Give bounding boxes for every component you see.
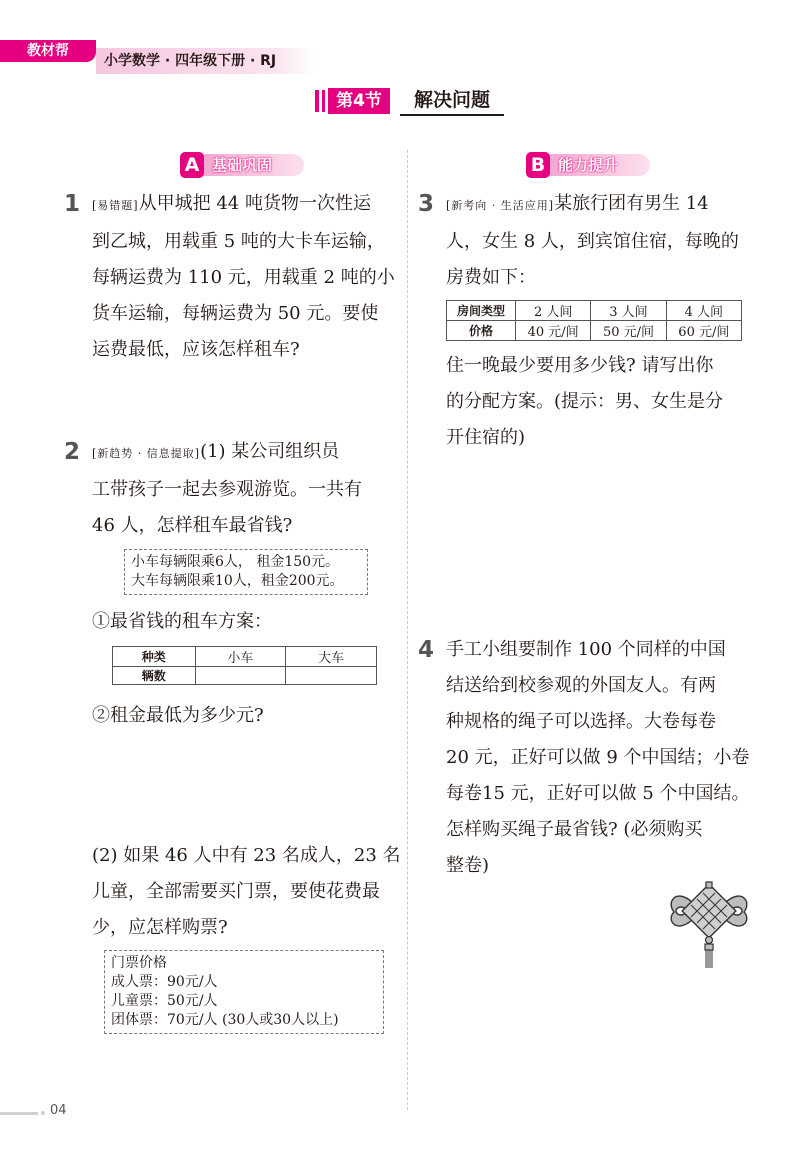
level-letter: A xyxy=(180,152,204,178)
problem-3-question xyxy=(446,348,756,456)
text-line: 房费如下： xyxy=(446,267,536,288)
text-line: 成人票：90元/人 xyxy=(111,974,218,990)
table-cell: 50 元/间 xyxy=(591,321,666,341)
text-line: 儿童，全部需要买门票，要使花费最 xyxy=(92,881,380,902)
brand-tag: 教材帮 xyxy=(0,40,96,62)
problem-tag: [新趋势 · 信息提取] xyxy=(92,447,201,460)
section-title: 解决问题 xyxy=(400,84,504,116)
text-line: 住一晚最少要用多少钱? 请写出你 xyxy=(446,355,714,376)
problem-number: 3 xyxy=(418,191,435,217)
text-line: 大车每辆限乘10人，租金200元。 xyxy=(131,573,344,589)
column-divider xyxy=(407,150,408,1110)
answer-cell[interactable] xyxy=(286,667,377,685)
page-number: 04 xyxy=(50,1103,67,1118)
text-line: 每卷15 元，正好可以做 5 个中国结。 xyxy=(446,783,750,804)
problem-4-text xyxy=(446,632,756,884)
problem-tag: [新考向 · 生活应用] xyxy=(446,199,555,212)
text-line: 从甲城把 44 吨货物一次性运 xyxy=(138,193,371,214)
room-price-table xyxy=(446,300,742,341)
text-line: 工带孩子一起去参观游览。一共有 xyxy=(92,479,362,500)
section-decoration xyxy=(322,90,325,112)
level-letter: B xyxy=(526,152,550,178)
rent-info-box xyxy=(124,549,368,595)
table-cell: 4 人间 xyxy=(666,301,741,321)
subject-label: 小学数学 · 四年级下册 · RJ xyxy=(104,53,277,69)
level-label: 基础巩固 xyxy=(212,156,273,174)
table-header: 小车 xyxy=(195,647,286,667)
table-cell: 3 人间 xyxy=(591,301,666,321)
problem-number: 1 xyxy=(64,191,81,217)
text-line: (2) 如果 46 人中有 23 名成人，23 名 xyxy=(92,845,401,866)
question-2: ②租金最低为多少元? xyxy=(92,705,264,726)
text-line: 的分配方案。(提示：男、女生是分 xyxy=(446,391,724,412)
problem-number: 2 xyxy=(64,439,81,465)
footer-line xyxy=(0,1112,38,1115)
text-line: 团体票：70元/人 (30人或30人以上) xyxy=(111,1012,339,1028)
text-line: 门票价格 xyxy=(111,955,167,971)
problem-tag: [易错题] xyxy=(92,199,139,212)
chinese-knot-icon xyxy=(664,880,754,970)
text-line: 开住宿的) xyxy=(446,427,526,448)
text-line: 运费最低，应该怎样租车? xyxy=(92,339,300,360)
table-cell: 2 人间 xyxy=(516,301,591,321)
table-header: 房间类型 xyxy=(447,301,516,321)
text-line: 儿童票：50元/人 xyxy=(111,993,218,1009)
text-line: 每辆运费为 110 元，用载重 2 吨的小 xyxy=(92,267,395,288)
table-cell: 60 元/间 xyxy=(666,321,741,341)
question-1: ①最省钱的租车方案： xyxy=(92,611,272,632)
text-line: 货车运输，每辆运费为 50 元。要使 xyxy=(92,303,379,324)
section-number: 第4节 xyxy=(328,88,390,114)
text-line: 到乙城，用载重 5 吨的大卡车运输， xyxy=(92,231,385,252)
problem-2-text xyxy=(92,434,402,544)
text-line: (1) 某公司组织员 xyxy=(200,441,340,462)
table-header: 种类 xyxy=(113,647,196,667)
level-b-badge xyxy=(526,152,656,178)
text-line: 种规格的绳子可以选择。大卷每卷 xyxy=(446,711,716,732)
problem-2-part-2 xyxy=(92,838,402,946)
table-row-label: 辆数 xyxy=(113,667,196,685)
level-a-badge xyxy=(180,152,310,178)
answer-cell[interactable] xyxy=(195,667,286,685)
text-line: 少，应怎样购票? xyxy=(92,917,228,938)
problem-1-text xyxy=(92,186,402,368)
text-line: 手工小组要制作 100 个同样的中国 xyxy=(446,639,726,660)
text-line: 20 元，正好可以做 9 个中国结；小卷 xyxy=(446,747,750,768)
text-line: 小车每辆限乘6人， 租金150元。 xyxy=(131,554,340,570)
rental-plan-table xyxy=(112,646,377,685)
table-cell: 40 元/间 xyxy=(516,321,591,341)
text-line: 整卷) xyxy=(446,855,490,876)
level-label: 能力提升 xyxy=(558,156,619,174)
text-line: 人，女生 8 人，到宾馆住宿，每晚的 xyxy=(446,231,739,252)
text-line: 某旅行团有男生 14 xyxy=(554,193,709,214)
table-header: 大车 xyxy=(286,647,377,667)
text-line: 结送给到校参观的外国友人。有两 xyxy=(446,675,716,696)
ticket-price-box xyxy=(104,950,384,1034)
section-decoration xyxy=(315,90,319,112)
text-line: 怎样购买绳子最省钱? (必须购买 xyxy=(446,819,703,840)
text-line: 46 人，怎样租车最省钱? xyxy=(92,515,293,536)
problem-number: 4 xyxy=(418,637,435,663)
table-header: 价格 xyxy=(447,321,516,341)
footer-dot xyxy=(41,1111,45,1115)
problem-3-text xyxy=(446,186,756,296)
